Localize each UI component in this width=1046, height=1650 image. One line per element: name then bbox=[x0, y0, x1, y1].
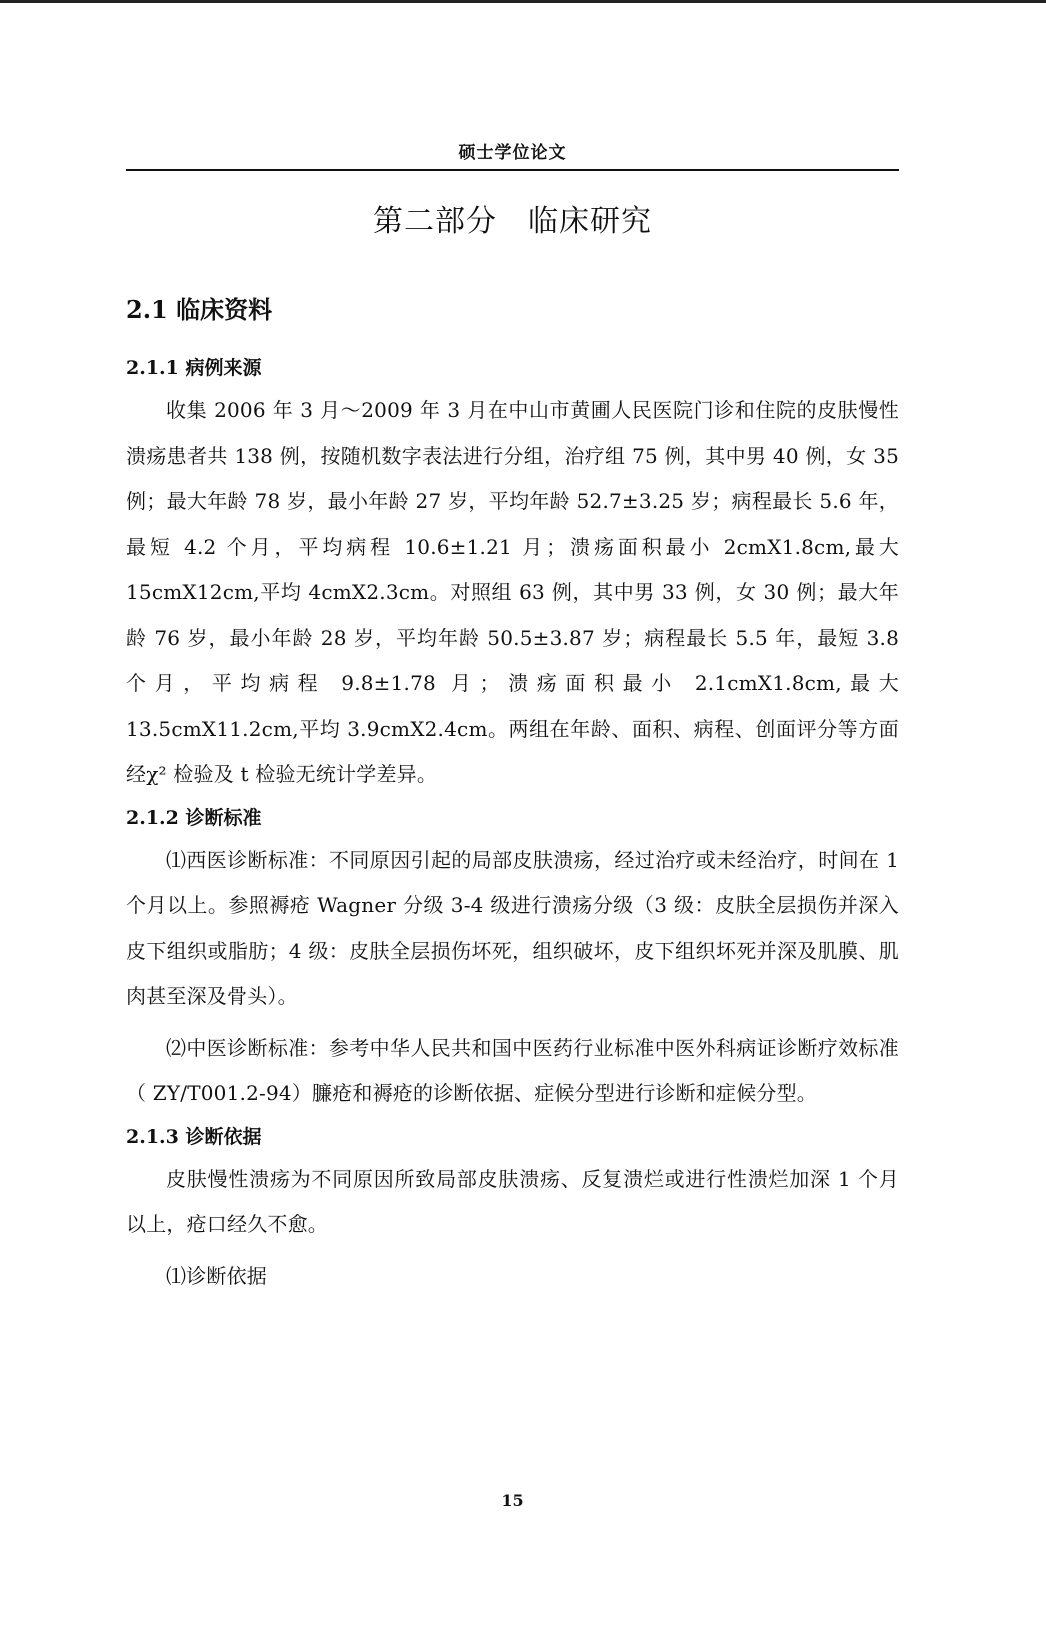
scan-top-edge bbox=[0, 0, 1046, 3]
paragraph-diagnosis-basis: 皮肤慢性溃疡为不同原因所致局部皮肤溃疡、反复溃烂或进行性溃烂加深 1 个月以上，疮口经久不愈。 bbox=[126, 1166, 899, 1236]
subsection-heading-2-1-2: 2.1.2 诊断标准 bbox=[126, 806, 262, 829]
part-title: 第二部分 临床研究 bbox=[373, 204, 652, 239]
paragraph-case-source: 收集 2006 年 3 月～2009 年 3 月在中山市黄圃人民医院门诊和住院的皮肤慢性溃疡患者共 138 例，按随机数字表法进行分组，治疗组 75 例，其中男 40 例，女 35 例；最大年龄 78 岁，最小年龄 27 岁，平均年龄 52.7±3.25 岁；病程最长 5.6 年，最短 4.2 个月，平均病程 10.6±1.21 月；溃疡面积最小 2cmX1.8cm,最大 15cmX12cm,平均 4cmX2.3cm。对照组 63 例，其中男 33 例，女 30 例；最大年龄 76 岁，最小年龄 28 岁，平均年龄 50.5±3.87 岁；病程最长 5.5 年，最短 3.8 个月，平均病程 9.8±1.78 月；溃疡面积最小 2.1cmX1.8cm,最大 13.5cmX11.2cm,平均 3.9cmX2.4cm。两组在年龄、面积、病程、创面评分等方面经χ² 检验及 t 检验无统计学差异。 bbox=[126, 398, 899, 786]
section-heading-2-1: 2.1 临床资料 bbox=[126, 295, 273, 324]
paragraph-western-criteria: ⑴西医诊断标准：不同原因引起的局部皮肤溃疡，经过治疗或未经治疗，时间在 1 个月以上。参照褥疮 Wagner 分级 3-4 级进行溃疡分级（3 级：皮肤全层损伤并深入皮下组织或脂肪；4 级：皮肤全层损伤坏死，组织破坏，皮下组织坏死并深及肌膜、肌肉甚至深及骨头）。 bbox=[126, 847, 899, 1008]
paragraph-tcm-criteria: ⑵中医诊断标准：参考中华人民共和国中医药行业标准中医外科病证诊断疗效标准（ ZY/T001.2-94）臁疮和褥疮的诊断依据、症候分型进行诊断和症候分型。 bbox=[126, 1035, 899, 1105]
paragraph-diagnosis-list-item: ⑴诊断依据 bbox=[166, 1263, 267, 1288]
subsection-heading-2-1-3: 2.1.3 诊断依据 bbox=[126, 1125, 262, 1148]
document-body bbox=[126, 292, 899, 1299]
page-number: 15 bbox=[501, 1491, 524, 1510]
running-header: 硕士学位论文 bbox=[458, 143, 567, 163]
header-rule bbox=[126, 169, 899, 171]
subsection-heading-2-1-1: 2.1.1 病例来源 bbox=[126, 357, 262, 379]
